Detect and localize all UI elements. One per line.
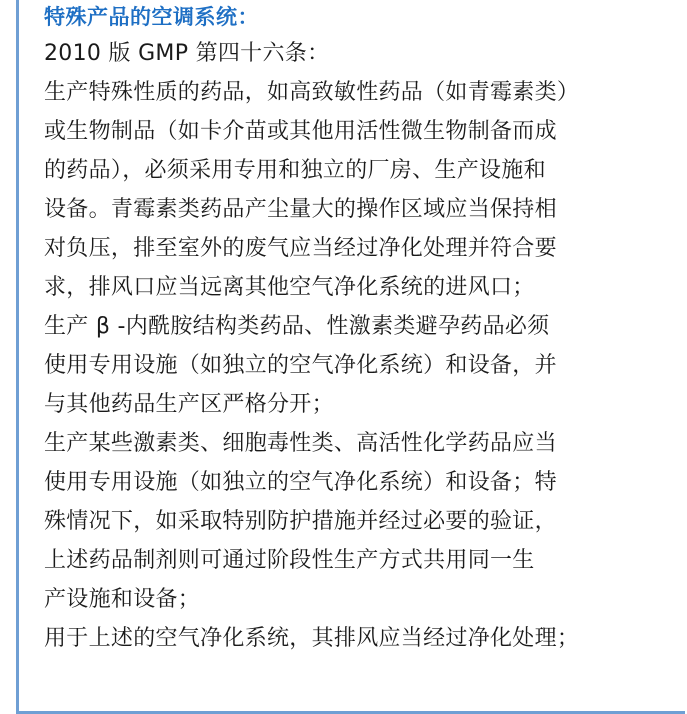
document-body <box>44 0 644 658</box>
text-line: 使用专用设施（如独立的空气净化系统）和设备；特 <box>44 470 557 495</box>
text-line: 上述药品制剂则可通过阶段性生产方式共用同一生 <box>44 548 535 573</box>
text-line: 的药品），必须采用专用和独立的厂房、生产设施和 <box>44 158 546 183</box>
section-heading: 特殊产品的空调系统： <box>44 5 259 29</box>
text-line: 或生物制品（如卡介苗或其他用活性微生物制备而成 <box>44 119 557 144</box>
text-line: 使用专用设施（如独立的空气净化系统）和设备，并 <box>44 353 557 378</box>
text-line: 生产某些激素类、细胞毒性类、高活性化学药品应当 <box>44 431 557 456</box>
text-line: 殊情况下，如采取特别防护措施并经过必要的验证， <box>44 509 557 534</box>
text-line: 求，排风口应当远离其他空气净化系统的进风口； <box>44 275 535 300</box>
text-line: 用于上述的空气净化系统，其排风应当经过净化处理； <box>44 626 580 651</box>
text-line: 设备。青霉素类药品产尘量大的操作区域应当保持相 <box>44 197 557 222</box>
text-line: 与其他药品生产区严格分开； <box>44 392 334 417</box>
text-line: 生产 β -内酰胺结构类药品、性激素类避孕药品必须 <box>44 314 550 339</box>
text-line: 2010 版 GMP 第四十六条： <box>44 41 330 66</box>
text-line: 产设施和设备； <box>44 587 201 612</box>
text-line: 生产特殊性质的药品，如高致敏性药品（如青霉素类） <box>44 80 580 105</box>
text-line: 对负压，排至室外的废气应当经过净化处理并符合要 <box>44 236 557 261</box>
